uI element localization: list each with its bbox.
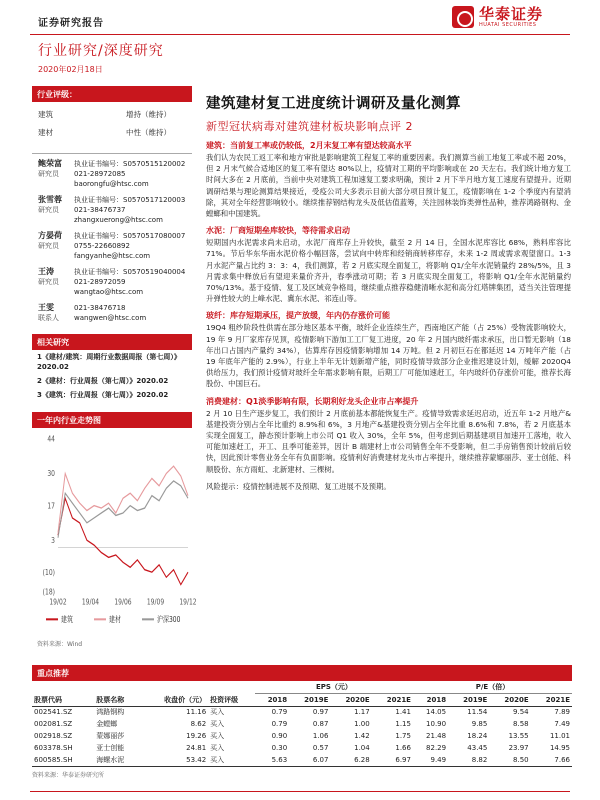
analyst-email[interactable]: wangtao@htsc.com [74, 288, 144, 296]
analyst-role: 研究员 [38, 170, 59, 178]
analyst-name: 鲍荣富 [38, 159, 62, 168]
table-cell: 8.62 [190, 720, 207, 729]
eps-group-header: EPS（元） [255, 681, 413, 694]
table-cell: 买入 [210, 732, 225, 741]
analyst-cert: 执业证书编号：S0570517120003 [74, 196, 186, 204]
table-cell: 21.48 [426, 732, 447, 741]
analyst-name: 方晏荷 [38, 231, 62, 240]
table-cell: 0.57 [312, 744, 329, 753]
table-row[interactable] [32, 742, 572, 754]
table-cell: 9.49 [413, 754, 448, 766]
section-fiberglass [206, 310, 571, 389]
table-cell: 买入 [208, 754, 255, 766]
table-cell: 002081.SZ [34, 720, 73, 729]
analyst-phone: 021-38476737 [74, 206, 126, 214]
table-cell: 14.95 [549, 744, 570, 753]
x-tick-label: 19/02 [49, 596, 67, 607]
table-cell: 0.90 [271, 732, 288, 741]
related-item[interactable]: 1《建材/建筑：周期行业数据周报（第七周）》2020.02 [37, 353, 181, 371]
table-cell: 1.75 [395, 732, 411, 741]
report-type-label: 证券研究报告 [38, 18, 104, 29]
section-consumer-materials [206, 396, 571, 475]
table-cell: 1.42 [354, 732, 370, 741]
table-cell: 买入 [210, 708, 225, 717]
table-cell: 10.90 [426, 720, 447, 729]
table-cell: 603378.SH [34, 744, 73, 753]
related-research [32, 334, 192, 402]
trend-title: 一年内行业走势图 [32, 412, 192, 428]
legend-label: 建筑 [61, 614, 73, 625]
table-row[interactable] [32, 718, 572, 730]
table-cell: 鸿路钢构 [96, 708, 125, 717]
table-cell: 7.66 [531, 754, 572, 766]
table-cell: 7.89 [554, 708, 570, 717]
rating-sector: 建材 [38, 128, 53, 137]
table-cell: 9.85 [471, 720, 488, 729]
ratings-block [32, 109, 192, 151]
report-title: 建筑建材复工进度统计调研及量化测算 [206, 96, 461, 112]
y-tick-label: 30 [47, 468, 55, 479]
analyst-role: 联系人 [38, 314, 59, 322]
column-header: 2021E [372, 694, 413, 707]
analyst-role: 研究员 [38, 206, 59, 214]
table-cell: 19.26 [186, 732, 207, 741]
table-cell: 亚士创能 [96, 744, 125, 753]
main-content [206, 86, 571, 492]
y-tick-label: (18) [42, 586, 55, 598]
column-header: 2018 [413, 694, 448, 707]
table-cell: 1.04 [354, 744, 370, 753]
analyst-phone: 021-28972059 [74, 278, 126, 286]
y-tick-label: 3 [51, 534, 55, 546]
analyst-phone: 021-38476718 [74, 304, 126, 312]
y-tick-label: (10) [42, 566, 55, 578]
table-cell: 8.58 [513, 720, 529, 729]
rating-value: 增持（维持） [126, 110, 171, 119]
recommendation-table-block [32, 665, 572, 779]
analyst-email[interactable]: fangyanhe@htsc.com [74, 252, 151, 260]
pe-group-header: P/E（倍） [413, 681, 572, 694]
table-cell: 002918.SZ [34, 732, 73, 741]
series-line-0 [58, 498, 188, 584]
column-header: 2020E [489, 694, 530, 707]
analyst-cert: 执业证书编号：S0570517080007 [74, 232, 186, 240]
table-cell: 0.79 [271, 708, 288, 717]
analyst-phone: 021-28972085 [74, 170, 126, 178]
logo-icon [452, 6, 474, 28]
section-body: 我们认为农民工返工率和地方审批是影响建筑工程复工率的重要因素。我们测算当前工地复工率或不超 20%，但 2 月末气候合适地区的复工率有望达 80%以上，疫情对工期的平均影响或在 20 天左右。我们统计地方复工时间大多在 2 月底前，当前中央对建筑工程加速复工要求明确，预计 2 月下半月地方复工速度有望提升。近期调研结果与理论测算结果接近，受疫公司大多表示目前大部分项目预计复工，疫情影响在 1-2 个季度内有望消除，其对全年经营影响较小。继续推荐钢结构龙头及低估值蓝筹，关注园林装饰类弹性品种，推荐鸿路钢构、金螳螂和中国建筑。 [206, 153, 571, 219]
series-line-2 [58, 481, 188, 538]
table-cell: 买入 [210, 744, 225, 753]
rating-title: 行业评级： [32, 86, 192, 102]
x-tick-label: 19/12 [179, 596, 197, 607]
table-cell: 11.01 [549, 732, 570, 741]
y-tick-label: 17 [47, 500, 55, 511]
rating-row [32, 109, 192, 120]
table-cell: 8.50 [489, 754, 530, 766]
column-header: 2021E [531, 694, 572, 707]
table-cell: 82.29 [426, 744, 447, 753]
analyst-entry [32, 300, 192, 326]
column-header: 2019E [289, 694, 330, 707]
rating-row [32, 127, 192, 138]
related-item[interactable]: 2《建材：行业周报（第七周）》2020.02 [37, 377, 169, 385]
table-cell: 23.97 [508, 744, 529, 753]
column-header: 2018 [255, 694, 289, 707]
table-cell: 1.00 [354, 720, 370, 729]
table-cell: 6.28 [330, 754, 371, 766]
report-series: 行业研究/深度研究 [38, 43, 164, 59]
table-cell: 1.66 [395, 744, 411, 753]
table-cell: 24.81 [186, 744, 207, 753]
section-body: 短期国内水泥需求尚未启动，水泥厂商库存上升较快，截至 2 月 14 日，全国水泥库容比 68%，熟料库容比 71%。节后华东华南水泥价格小幅回落，尝试向中转库和经销商转移库存，未来 1-2 周或需求观望窗口。1-3 月水泥产量占比约 3：3：4，我们测算，若 2 月底实现全面复工，将影响 Q1/全年水泥销量约 28%/5%，且 3 月需求集中释放后有望迎来量价齐升，春季涨动可期；若 3 月底实现全面复工，将影响 Q1/全年水泥销量约 70%/13%。基于疫情、复工及区域竞争格局，继续重点推荐稳健清晰水泥和高分红塔牌集团，适当关注管理提升弹性较大的上峰水泥、冀东水泥、祁连山等。 [206, 238, 571, 304]
analyst-role: 研究员 [38, 278, 59, 286]
table-cell: 7.49 [554, 720, 570, 729]
analyst-entry [32, 192, 192, 228]
table-cell: 0.97 [312, 708, 329, 717]
section-heading: 建筑：当前复工率或仍较低，2月末复工率有望达较高水平 [206, 141, 412, 150]
logo-cn: 华泰证券 [479, 5, 544, 23]
table-cell: 600585.SH [32, 754, 94, 766]
table-row[interactable] [32, 730, 572, 742]
rating-sector: 建筑 [38, 110, 53, 119]
table-cell: 买入 [210, 720, 225, 729]
table-cell: 海螺水泥 [94, 754, 141, 766]
table-cell: 1.06 [312, 732, 329, 741]
legend-label: 建材 [109, 614, 121, 625]
analyst-name: 王涛 [38, 267, 54, 276]
report-date: 2020年02月18日 [38, 65, 103, 74]
section-body: 2 月 10 日生产逐步复工，我们预计 2 月底前基本都能恢复生产。疫情导致需求延迟启动，近五年 1-2 月地产&基建投资分别占全年比重约 8.9%和 6%，3 月地产&基建投资分别占全年比重 8.6%和 7.8%，若 2 月底基本实现全面复工，静态预计影响上市公司 Q1 收入 30%，全年 5%，但考虑到后期基建项目加速开工落地，收入可能加速赶工，开工、且季可能差异，因计 B 端建材上市公司销售全年不受影响，但二手房销售预计较前后较快，因此预计零售业务全年有负面影响。疫情利好消费建材龙头市占率提升，继续推荐蒙娜丽莎、亚士创能、科顺股份、东方雨虹、北新建材、三棵树。 [206, 408, 571, 474]
section-cement [206, 225, 571, 304]
table-row[interactable] [32, 754, 572, 766]
analyst-email[interactable]: zhangxuerong@htsc.com [74, 216, 163, 224]
table-cell: 0.87 [312, 720, 329, 729]
risk-warning: 风险提示：疫情控制进展不及预期、复工进展不及预期。 [206, 481, 391, 491]
x-tick-label: 19/04 [81, 596, 100, 607]
analyst-entry [32, 264, 192, 300]
bottom-divider [30, 791, 570, 792]
column-header: 股票代码 [32, 694, 94, 707]
related-item[interactable]: 3《建筑：行业周报（第七周）》2020.02 [37, 391, 169, 399]
table-cell: 6.07 [289, 754, 330, 766]
analyst-cert: 执业证书编号：S0570515120002 [74, 160, 186, 168]
analyst-phone: 0755-22660892 [74, 242, 130, 250]
column-header: 投资评级 [208, 694, 255, 707]
table-cell: 金螳螂 [96, 720, 118, 729]
column-header: 股票名称 [94, 694, 141, 707]
table-cell: 9.54 [513, 708, 529, 717]
table-cell: 1.17 [354, 708, 370, 717]
table-cell: 18.24 [467, 732, 488, 741]
table-cell: 6.97 [372, 754, 413, 766]
trend-chart [32, 428, 197, 633]
series-line-1 [58, 466, 188, 533]
table-cell: 5.63 [255, 754, 289, 766]
table-cell: 53.42 [141, 754, 208, 766]
x-tick-label: 19/09 [146, 596, 165, 607]
table-cell: 14.05 [426, 708, 447, 717]
y-tick-label: 44 [47, 433, 55, 444]
table-cell: 蒙娜丽莎 [96, 732, 125, 741]
table-cell: 8.82 [448, 754, 489, 766]
analyst-name: 张雪蓉 [38, 195, 62, 204]
top-divider [30, 34, 570, 35]
section-heading: 水泥：厂商短期垒库较快，等待需求启动 [206, 226, 350, 236]
section-heading: 消费建材：Q1淡季影响有限，长期利好龙头企业市占率提升 [206, 396, 419, 406]
brand-logo [452, 6, 543, 28]
recommendation-table [32, 681, 572, 767]
trend-source: 资料来源：Wind [37, 641, 83, 648]
report-header [38, 14, 104, 29]
analyst-role: 研究员 [38, 242, 59, 250]
table-cell: 002541.SZ [34, 708, 73, 717]
column-header: 收盘价（元） [141, 694, 208, 707]
analyst-email[interactable]: baorongfu@htsc.com [74, 180, 149, 188]
logo-en: HUATAI SECURITIES [479, 22, 537, 28]
analyst-email[interactable]: wangwen@htsc.com [74, 314, 147, 322]
column-header: 2020E [330, 694, 371, 707]
section-heading: 玻纤：库存短期承压，提产放缓，年内仍存涨价可能 [206, 311, 390, 321]
section-construction [206, 140, 571, 219]
table-cell: 11.16 [186, 708, 207, 717]
analyst-name: 王雯 [38, 303, 54, 312]
related-title: 相关研究 [32, 334, 192, 350]
table-cell: 1.15 [395, 720, 411, 729]
column-header: 2019E [448, 694, 489, 707]
table-cell: 43.45 [467, 744, 488, 753]
table-cell: 1.41 [395, 708, 411, 717]
sidebar [32, 86, 197, 650]
legend-label: 沪深300 [157, 614, 181, 625]
divider [32, 153, 192, 154]
section-body: 19Q4 粗纱阶段性供需在部分地区基本平衡，玻纤企业连续生产，西南地区产能（占 25%）受物流影响较大，19 年 9 月厂家库存见顶，疫情影响下游加工工厂复工进度，20 年 2 月国内玻纤需求承压，出口暂无影响（18 年出口占国内产量约 34%），估算库存因疫情影响增加 14 万吨。但 2 月初巨石在都延迟 14 万吨年产能（占 19 年底年产能的 2.9%），行业上半年无计划新增产能，同时疫情导致部分企业推迟建设计划，缓解 2020Q4 供给压力，我们预计疫情对玻纤全年需求影响有限，后期工厂可能加速赶工，年内玻纤仍存涨价可能，推荐长海股份、中国巨石。 [206, 323, 571, 389]
table-row[interactable] [32, 706, 572, 718]
rating-value: 中性（维持） [126, 128, 171, 137]
table-cell: 0.30 [271, 744, 288, 753]
report-subtitle: 新型冠状病毒对建筑建材板块影响点评 2 [206, 120, 413, 133]
analyst-entry [32, 156, 192, 192]
analyst-entry [32, 228, 192, 264]
table-cell: 11.54 [467, 708, 488, 717]
table-cell: 0.79 [271, 720, 288, 729]
x-tick-label: 19/06 [114, 596, 132, 607]
table-title: 重点推荐 [32, 665, 572, 681]
table-cell: 13.55 [508, 732, 529, 741]
table-source: 资料来源：华泰证券研究所 [32, 772, 105, 780]
analyst-cert: 执业证书编号：S0570519040004 [74, 268, 186, 276]
trend-chart-box [32, 412, 197, 650]
